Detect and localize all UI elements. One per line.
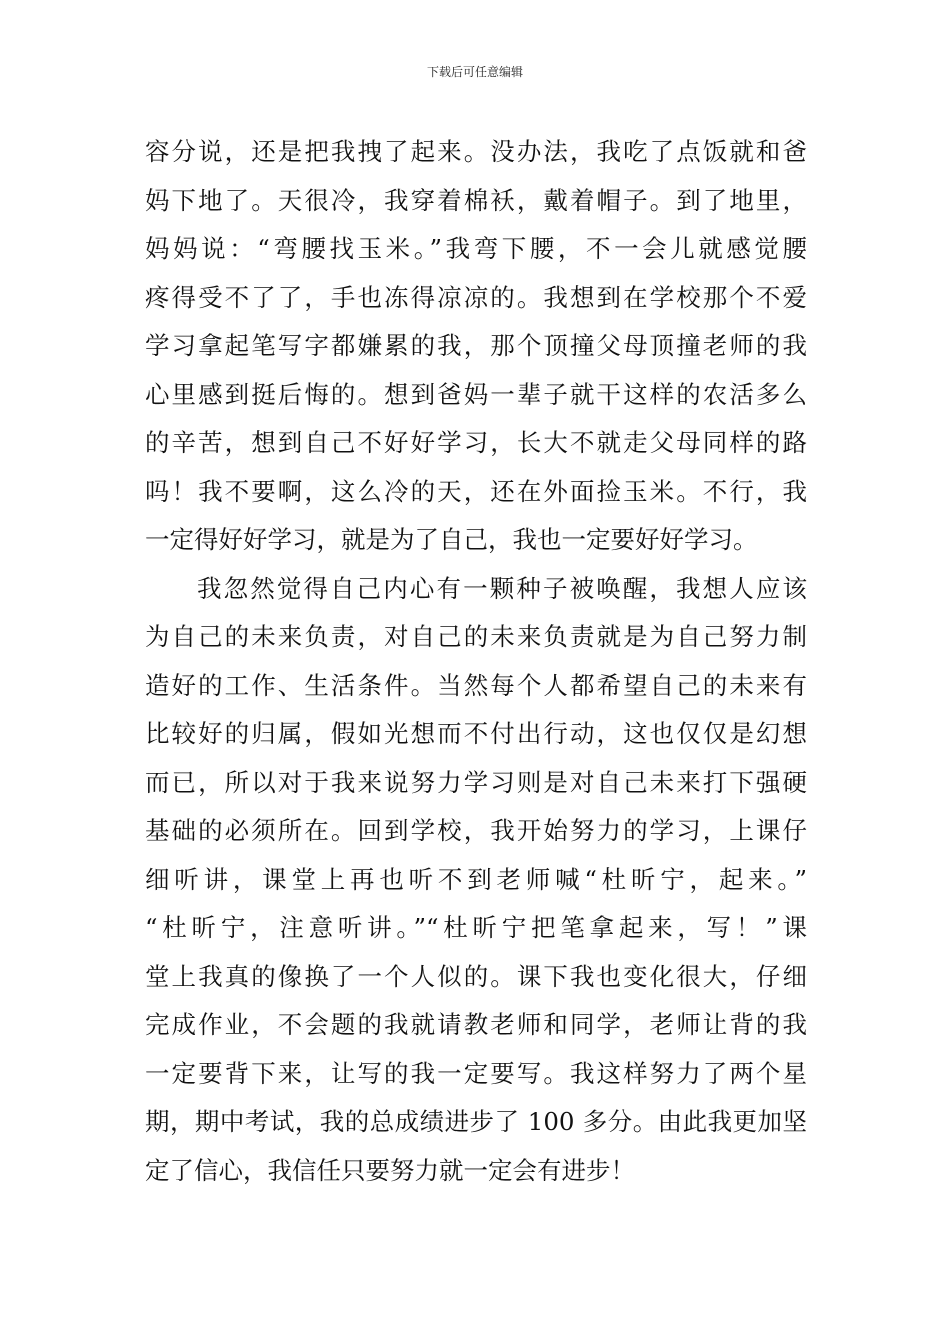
- text-line: 学习拿起笔写字都嫌累的我，那个顶撞父母顶撞老师的我: [145, 331, 807, 360]
- text-line: 定了信心，我信任只要努力就一定会有进步！: [145, 1155, 635, 1185]
- paragraph-2: [145, 565, 807, 1196]
- text-line: “杜昕宁，注意听讲。”“杜昕宁把笔拿起来，写！”课: [145, 913, 807, 942]
- body-text: [145, 128, 807, 1195]
- text-line: 基础的必须所在。回到学校，我开始努力的学习，上课仔: [145, 816, 807, 845]
- text-line: 妈下地了。天很冷，我穿着棉袄，戴着帽子。到了地里，: [145, 185, 807, 215]
- text-line: 的辛苦，想到自己不好好学习，长大不就走父母同样的路: [145, 428, 807, 457]
- text-line: 心里感到挺后悔的。想到爸妈一辈子就干这样的农活多么: [145, 379, 807, 409]
- text-line: 而已，所以对于我来说努力学习则是对自己未来打下强硬: [145, 767, 807, 797]
- text-line: 吗！我不要啊，这么冷的天，还在外面捡玉米。不行，我: [145, 476, 807, 506]
- text-line: 容分说，还是把我拽了起来。没办法，我吃了点饭就和爸: [145, 137, 807, 166]
- text-line: 比较好的归属，假如光想而不付出行动，这也仅仅是幻想: [145, 719, 807, 748]
- text-line: 疼得受不了了，手也冻得凉凉的。我想到在学校那个不爱: [145, 282, 807, 312]
- text-line: 堂上我真的像换了一个人似的。课下我也变化很大，仔细: [145, 961, 807, 991]
- text-line: 一定得好好学习，就是为了自己，我也一定要好好学习。: [145, 525, 758, 554]
- text-line: 造好的工作、生活条件。当然每个人都希望自己的未来有: [145, 670, 807, 700]
- text-line: 为自己的未来负责，对自己的未来负责就是为自己努力制: [145, 622, 807, 651]
- page-header: 下载后可任意编辑: [426, 65, 523, 79]
- text-line: 完成作业，不会题的我就请教老师和同学，老师让背的我: [145, 1010, 807, 1039]
- paragraph-1: [145, 128, 807, 565]
- text-line: 细听讲，课堂上再也听不到老师喊“杜昕宁，起来。”: [145, 864, 807, 894]
- text-line: 一定要背下来，让写的我一定要写。我这样努力了两个星: [145, 1058, 807, 1088]
- text-line: 我忽然觉得自己内心有一颗种子被唤醒，我想人应该: [197, 573, 807, 603]
- text-line: 期，期中考试，我的总成绩进步了 100 多分。由此我更加坚: [145, 1107, 807, 1136]
- text-line: 妈妈说：“弯腰找玉米。”我弯下腰，不一会儿就感觉腰: [145, 234, 807, 263]
